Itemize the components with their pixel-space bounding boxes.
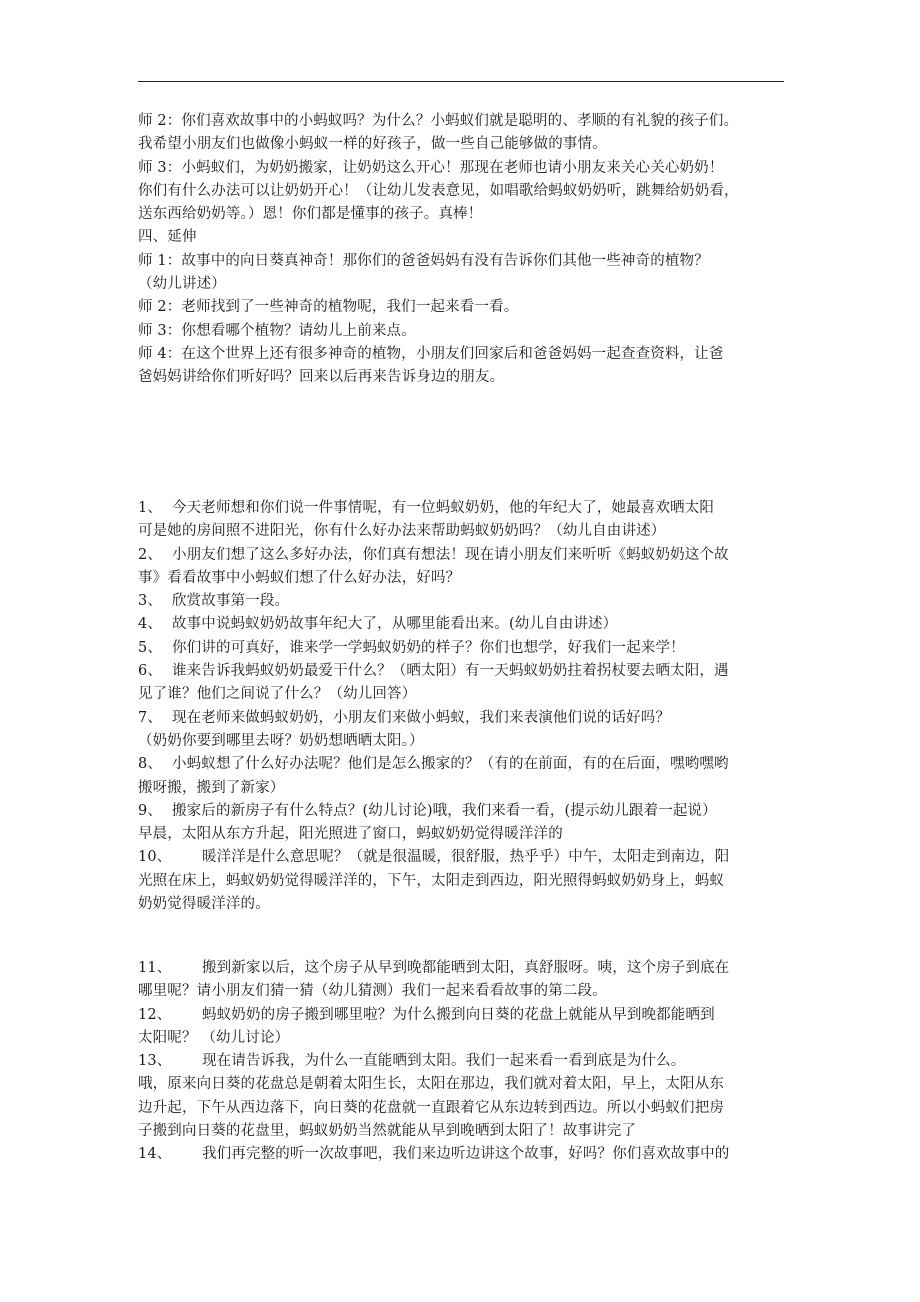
list-item <box>138 753 788 776</box>
list-item-continuation: 早晨，太阳从东方升起，阳光照进了窗口，蚂蚁奶奶觉得暖洋洋的 <box>138 826 563 843</box>
list-item-text: 你们讲的可真好，谁来学一学蚂蚁奶奶的样子？你们也想学，好我们一起来学！ <box>172 639 685 656</box>
list-item-number: 7、 <box>138 709 163 726</box>
text-line: 爸妈妈讲给你们听好吗？回来以后再来告诉身边的朋友。 <box>138 369 505 386</box>
text-line: 师 2：老师找到了一些神奇的植物呢，我们一起来看一看。 <box>138 299 519 316</box>
text-line: 师 4：在这个世界上还有很多神奇的植物，小朋友们回家后和爸爸妈妈一起查查资料，让爸 <box>138 345 724 362</box>
text-line: 师 3：你想看哪个植物？请幼儿上前来点。 <box>138 322 416 339</box>
list-item-number: 8、 <box>138 756 163 773</box>
list-item-continuation: 太阳呢？ （幼儿讨论） <box>138 1029 290 1046</box>
list-item <box>138 1143 788 1166</box>
section-heading-extension: 四、延伸 <box>138 229 197 246</box>
list-item-number: 2、 <box>138 546 163 563</box>
list-item-number: 12、 <box>138 1006 172 1023</box>
list-item <box>138 544 788 567</box>
list-item-text: 搬到新家以后，这个房子从早到晚都能晒到太阳，真舒服呀。咦，这个房子到底在 <box>202 960 730 976</box>
list-item-text: 谁来告诉我蚂蚁奶奶最爱干什么？（晒太阳）有一天蚂蚁奶奶拄着拐杖要去晒太阳，遇 <box>172 663 729 680</box>
list-item-continuation: 奶奶觉得暖洋洋的。 <box>138 896 270 913</box>
list-item-text: 小蚂蚁想了什么好办法呢？他们是怎么搬家的？（有的在前面，有的在后面，嘿哟嘿哟 <box>172 756 729 773</box>
list-item-number: 1、 <box>138 500 163 516</box>
text-line: 师 1：故事中的向日葵真神奇！那你们的爸爸妈妈有没有告诉你们其他一些神奇的植物？ <box>138 252 709 269</box>
list-item <box>138 846 788 869</box>
text-line: 我希望小朋友们也做像小蚂蚁一样的好孩子，做一些自己能够做的事情。 <box>138 136 607 153</box>
list-item-number: 4、 <box>138 616 163 633</box>
list-item-number: 5、 <box>138 639 163 656</box>
text-line: （幼儿讲述） <box>138 276 226 293</box>
list-item <box>138 590 788 613</box>
list-item-number: 11、 <box>138 960 172 976</box>
list-item-number: 14、 <box>138 1146 172 1163</box>
list-item <box>138 497 788 520</box>
list-item <box>138 613 788 636</box>
list-item <box>138 707 788 730</box>
list-item <box>138 660 788 683</box>
list-item-continuation: 搬呀搬，搬到了新家） <box>138 779 285 796</box>
text-line: 你们有什么办法可以让奶奶开心！（让幼儿发表意见，如唱歌给蚂蚁奶奶听，跳舞给奶奶看， <box>138 182 739 199</box>
list-item-number: 6、 <box>138 663 163 680</box>
list-item-text: 今天老师想和你们说一件事情呢，有一位蚂蚁奶奶，他的年纪大了，她最喜欢晒太阳 <box>172 500 715 516</box>
header-rule <box>138 81 784 82</box>
list-item <box>138 800 788 823</box>
section-teacher-dialogue <box>138 110 788 390</box>
list-item <box>138 1050 788 1073</box>
list-item <box>138 957 788 980</box>
list-item-text: 搬家后的新房子有什么特点？(幼儿讨论)哦，我们来看一看，(提示幼儿跟着一起说） <box>172 802 717 819</box>
list-item-text: 现在老师来做蚂蚁奶奶，小朋友们来做小蚂蚁，我们来表演他们说的话好吗？ <box>172 709 671 726</box>
list-item-number: 13、 <box>138 1053 172 1070</box>
list-item-continuation: 可是她的房间照不进阳光，你有什么好办法来帮助蚂蚁奶奶吗？（幼儿自由讲述） <box>138 523 666 540</box>
list-item-continuation: 哪里呢？请小朋友们猜一猜（幼儿猜测）我们一起来看看故事的第二段。 <box>138 983 607 1000</box>
list-item-continuation: 事》看看故事中小蚂蚁们想了什么好办法，好吗？ <box>138 569 461 586</box>
section-numbered-list-1 <box>138 497 788 916</box>
list-item-continuation: 边升起，下午从西边落下，向日葵的花盘就一直跟着它从东边转到西边。所以小蚂蚁们把房 <box>138 1099 724 1116</box>
list-item-number: 9、 <box>138 802 163 819</box>
list-item-text: 暖洋洋是什么意思呢？（就是很温暖，很舒服，热乎乎）中午，太阳走到南边，阳 <box>202 849 730 866</box>
list-item-continuation: 子搬到向日葵的花盘里，蚂蚁奶奶当然就能从早到晚晒到太阳了！故事讲完了 <box>138 1123 637 1140</box>
list-item-text: 我们再完整的听一次故事吧，我们来边听边讲这个故事，好吗？你们喜欢故事中的 <box>202 1146 730 1163</box>
list-item-continuation: 光照在床上，蚂蚁奶奶觉得暖洋洋的，下午，太阳走到西边，阳光照得蚂蚁奶奶身上，蚂蚁 <box>138 872 724 889</box>
list-item <box>138 637 788 660</box>
text-line: 送东西给奶奶等。）恩！你们都是懂事的孩子。真棒！ <box>138 206 483 223</box>
list-item-text: 故事中说蚂蚁奶奶故事年纪大了，从哪里能看出来。(幼儿自由讲述） <box>172 616 618 633</box>
list-item <box>138 1004 788 1027</box>
list-item-continuation: （奶奶你要到哪里去呀？奶奶想晒晒太阳。） <box>138 732 424 749</box>
list-item-continuation: 见了谁？他们之间说了什么？（幼儿回答） <box>138 686 417 703</box>
list-item-text: 欣赏故事第一段。 <box>172 593 290 610</box>
list-item-continuation: 哦，原来向日葵的花盘总是朝着太阳生长，太阳在那边，我们就对着太阳，早上，太阳从东 <box>138 1076 724 1093</box>
text-line: 师 3：小蚂蚁们，为奶奶搬家，让奶奶这么开心！那现在老师也请小朋友来关心关心奶奶！ <box>138 159 724 176</box>
list-item-text: 现在请告诉我，为什么一直能晒到太阳。我们一起来看一看到底是为什么。 <box>202 1053 686 1070</box>
list-item-text: 小朋友们想了这么多好办法，你们真有想法！现在请小朋友们来听听《蚂蚁奶奶这个故 <box>172 546 729 563</box>
text-line: 师 2：你们喜欢故事中的小蚂蚁吗？为什么？小蚂蚁们就是聪明的、孝顺的有礼貌的孩子们。 <box>138 113 739 129</box>
section-numbered-list-2 <box>138 957 788 1167</box>
list-item-number: 10、 <box>138 849 172 866</box>
list-item-number: 3、 <box>138 593 163 610</box>
list-item-text: 蚂蚁奶奶的房子搬到哪里啦？为什么搬到向日葵的花盘上就能从早到晚都能晒到 <box>202 1006 715 1023</box>
